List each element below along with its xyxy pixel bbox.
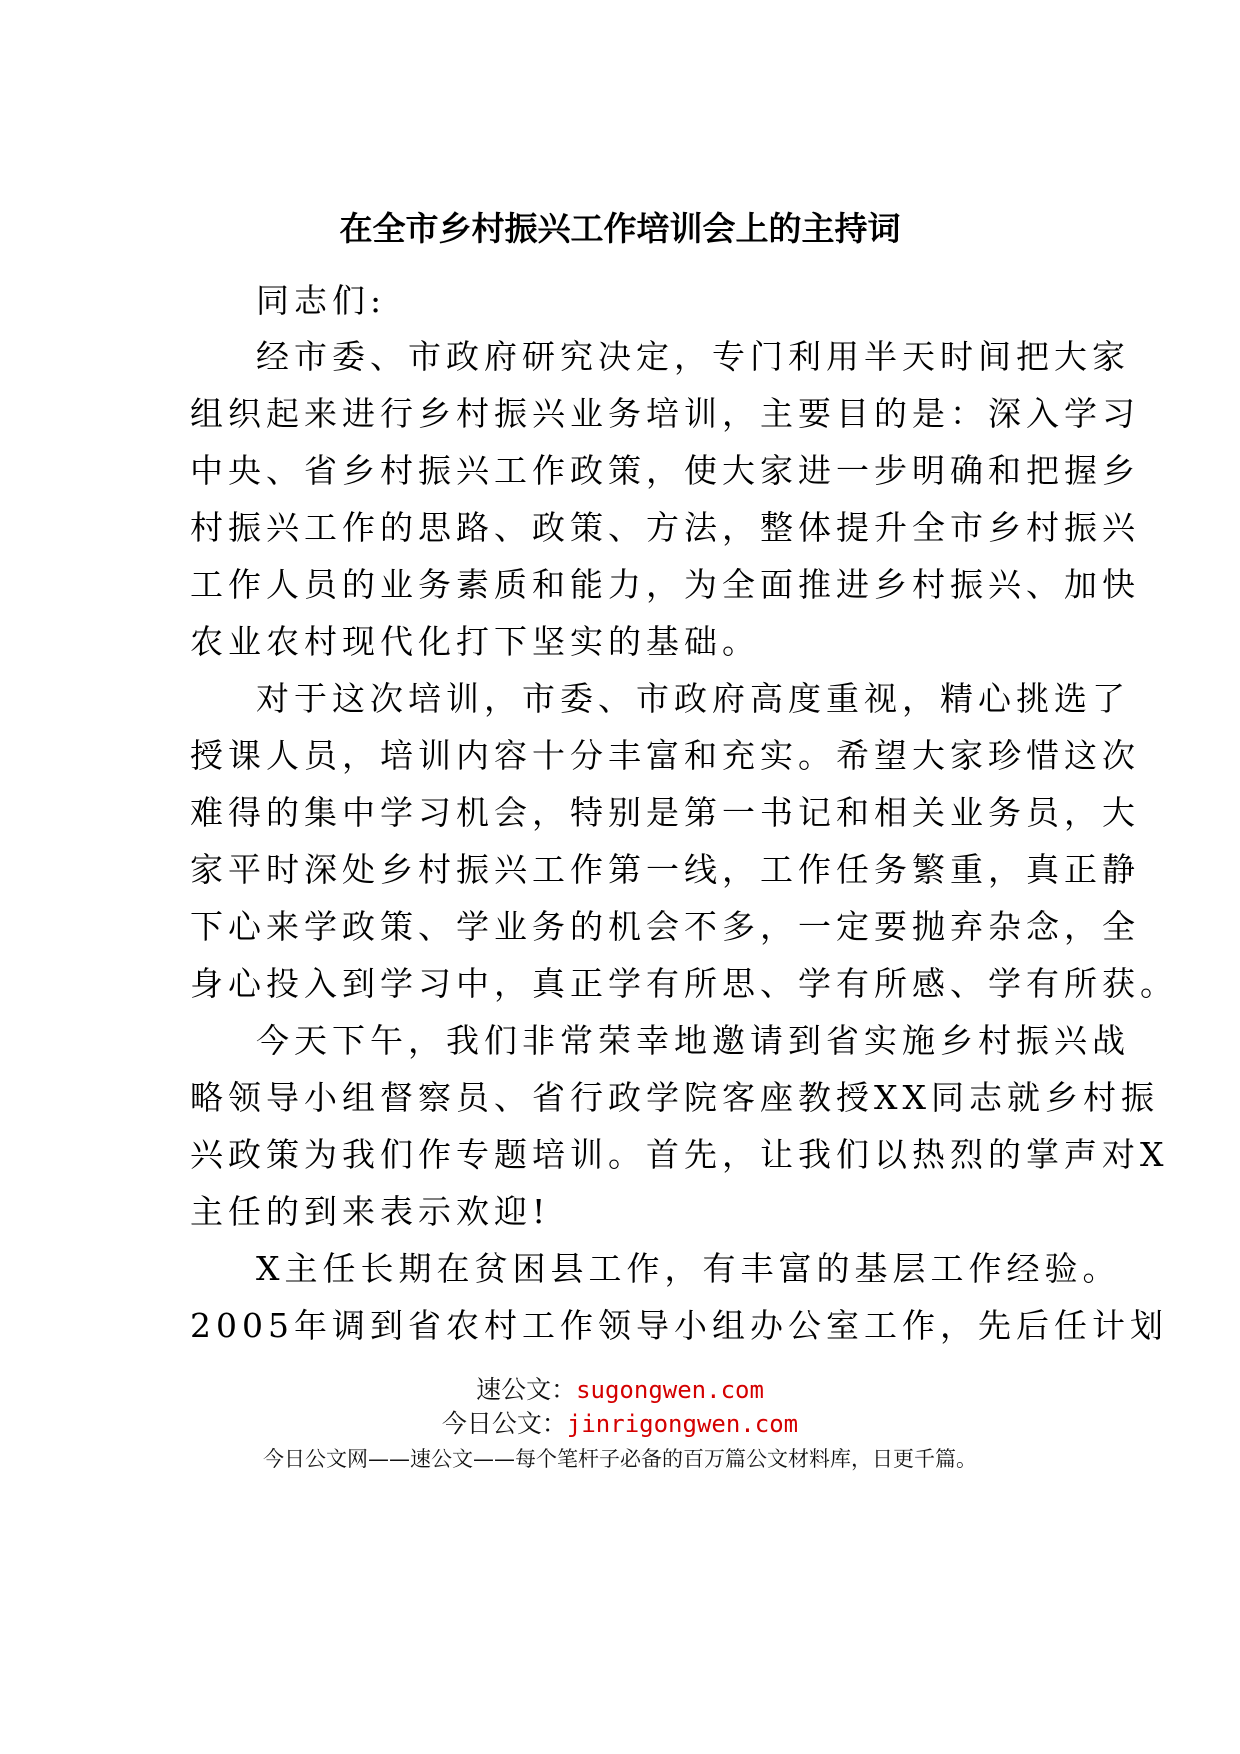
footer-line-jinrigongwen bbox=[0, 1404, 1240, 1440]
body-line: 略领导小组督察员、省行政学院客座教授XX同志就乡村振 bbox=[190, 1078, 1159, 1117]
body-line: 中央、省乡村振兴工作政策，使大家进一步明确和把握乡 bbox=[190, 451, 1140, 490]
body-line: 经市委、市政府研究决定，专门利用半天时间把大家 bbox=[256, 337, 1130, 376]
body-line: 兴政策为我们作专题培训。首先，让我们以热烈的掌声对X bbox=[190, 1135, 1169, 1174]
body-line: 身心投入到学习中，真正学有所思、学有所感、学有所获。 bbox=[190, 964, 1178, 1003]
body-line: 对于这次培训，市委、市政府高度重视，精心挑选了 bbox=[256, 679, 1130, 718]
body-line: 今天下午，我们非常荣幸地邀请到省实施乡村振兴战 bbox=[256, 1021, 1130, 1060]
body-line: 工作人员的业务素质和能力，为全面推进乡村振兴、加快 bbox=[190, 565, 1140, 604]
body-line: 下心来学政策、学业务的机会不多，一定要抛弃杂念，全 bbox=[190, 907, 1140, 946]
document-title: 在全市乡村振兴工作培训会上的主持词 bbox=[339, 209, 901, 248]
footer-link-sugongwen[interactable]: sugongwen.com bbox=[576, 1376, 764, 1404]
greeting: 同志们: bbox=[256, 281, 387, 320]
footer-link-jinrigongwen[interactable]: jinrigongwen.com bbox=[566, 1410, 799, 1438]
footer-label: 速公文： bbox=[476, 1375, 577, 1404]
body-line: 村振兴工作的思路、政策、方法，整体提升全市乡村振兴 bbox=[190, 508, 1140, 547]
body-line: 家平时深处乡村振兴工作第一线，工作任务繁重，真正静 bbox=[190, 850, 1140, 889]
body-line: 农业农村现代化打下坚实的基础。 bbox=[190, 622, 760, 661]
footer-slogan: 今日公文网——速公文——每个笔杆子必备的百万篇公文材料库，日更千篇。 bbox=[263, 1447, 977, 1471]
body-line: 难得的集中学习机会，特别是第一书记和相关业务员，大 bbox=[190, 793, 1140, 832]
body-line: 主任的到来表示欢迎! bbox=[190, 1192, 551, 1231]
body-line: 组织起来进行乡村振兴业务培训，主要目的是：深入学习 bbox=[190, 394, 1140, 433]
body-line: X主任长期在贫困县工作，有丰富的基层工作经验。 bbox=[256, 1249, 1121, 1288]
body-line: 授课人员，培训内容十分丰富和充实。希望大家珍惜这次 bbox=[190, 736, 1140, 775]
footer-line-sugongwen bbox=[0, 1370, 1240, 1406]
body-line: 2005年调到省农村工作领导小组办公室工作，先后任计划 bbox=[190, 1306, 1168, 1345]
footer-label: 今日公文： bbox=[441, 1409, 567, 1438]
